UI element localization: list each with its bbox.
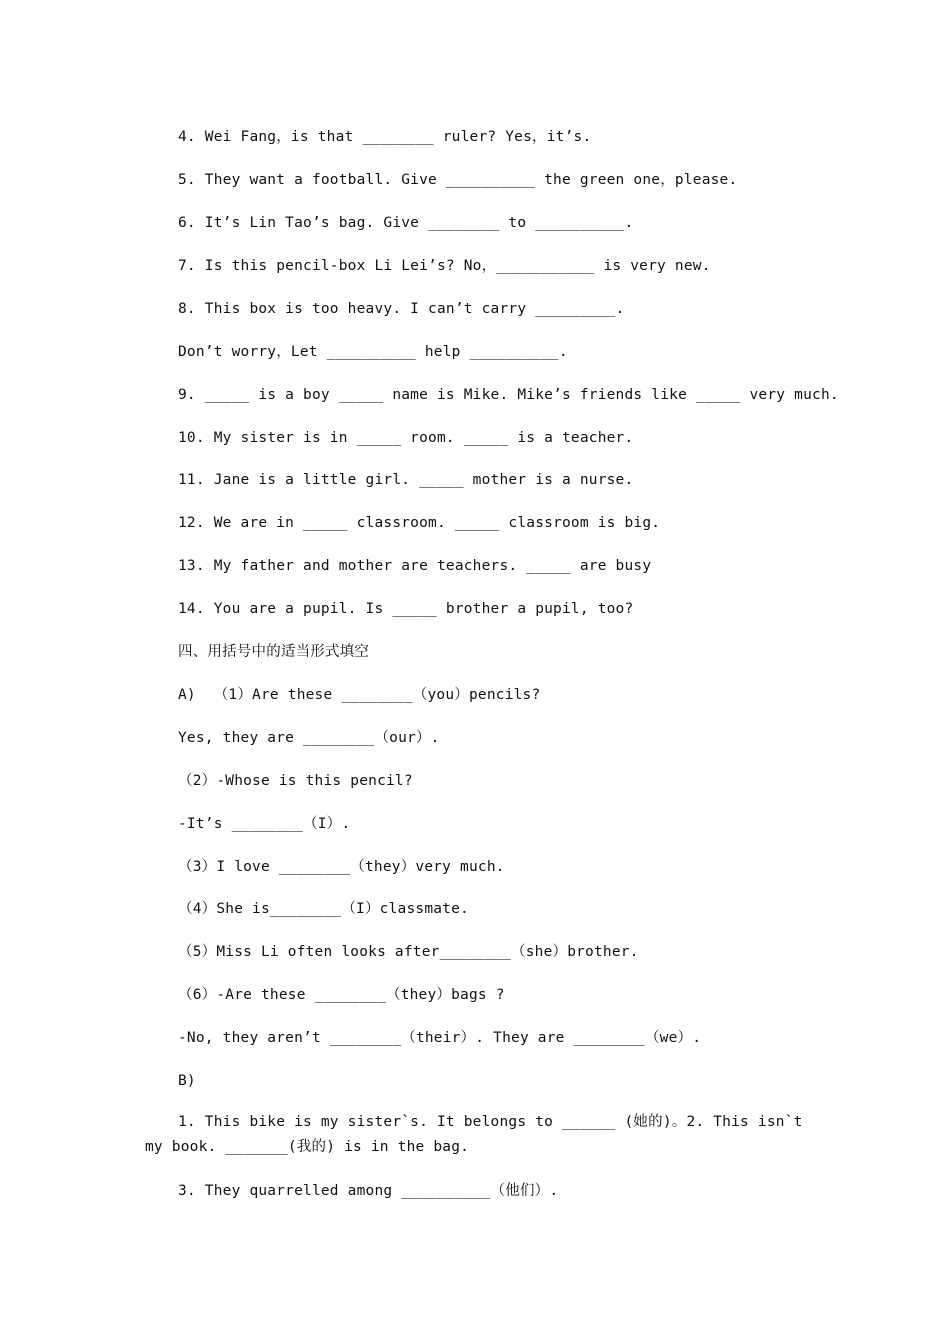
part-a-question-2: （2）-Whose is this pencil? [178,773,413,789]
part-a-answer-2: -It’s ________（I）. [178,816,351,832]
exercise-line-5: 5. They want a football. Give __________ the green one，please. [178,172,738,188]
exercise-line-4: 4. Wei Fang，is that ________ ruler? Yes，it’s. [178,129,592,145]
part-b-question-3: 3. They quarrelled among __________（他们）. [178,1183,559,1199]
exercise-line-10: 10. My sister is in _____ room. _____ is a teacher. [178,430,634,446]
part-b-label: B) [178,1073,196,1089]
part-a-question-5: （5）Miss Li often looks after________（she）brother. [178,944,639,960]
part-a-question-1: A) （1）Are these ________（you）pencils? [178,687,541,703]
part-a-question-3: （3）I love ________（they）very much. [178,859,505,875]
exercise-line-11: 11. Jane is a little girl. _____ mother is a nurse. [178,472,634,488]
part-a-answer-1: Yes, they are ________（our）. [178,730,440,746]
exercise-line-8-continued: Don’t worry，Let __________ help __________. [178,344,568,360]
part-a-answer-6: -No, they aren’t ________（their）. They are ________（we）. [178,1030,702,1046]
exercise-line-14: 14. You are a pupil. Is _____ brother a pupil, too? [178,601,634,617]
exercise-line-6: 6. It’s Lin Tao’s bag. Give ________ to __________. [178,215,634,231]
part-a-question-4: （4）She is________（I）classmate. [178,901,469,917]
part-b-paragraph-1-2: 1. This bike is my sister`s. It belongs to ______ (她的)。2. This isn`t my book. _______(我的) is in the bag. [145,1114,803,1155]
exercise-line-7: 7. Is this pencil-box Li Lei’s? No，___________ is very new. [178,258,711,274]
exercise-line-12: 12. We are in _____ classroom. _____ classroom is big. [178,515,661,531]
part-a-question-6: （6）-Are these ________（they）bags ? [178,987,505,1003]
exercise-line-8: 8. This box is too heavy. I can’t carry _________. [178,301,625,317]
section-heading-4: 四、用括号中的适当形式填空 [178,644,370,660]
exercise-line-9: 9. _____ is a boy _____ name is Mike. Mike’s friends like _____ very much. [178,387,839,403]
exercise-line-13: 13. My father and mother are teachers. _____ are busy [178,558,652,574]
